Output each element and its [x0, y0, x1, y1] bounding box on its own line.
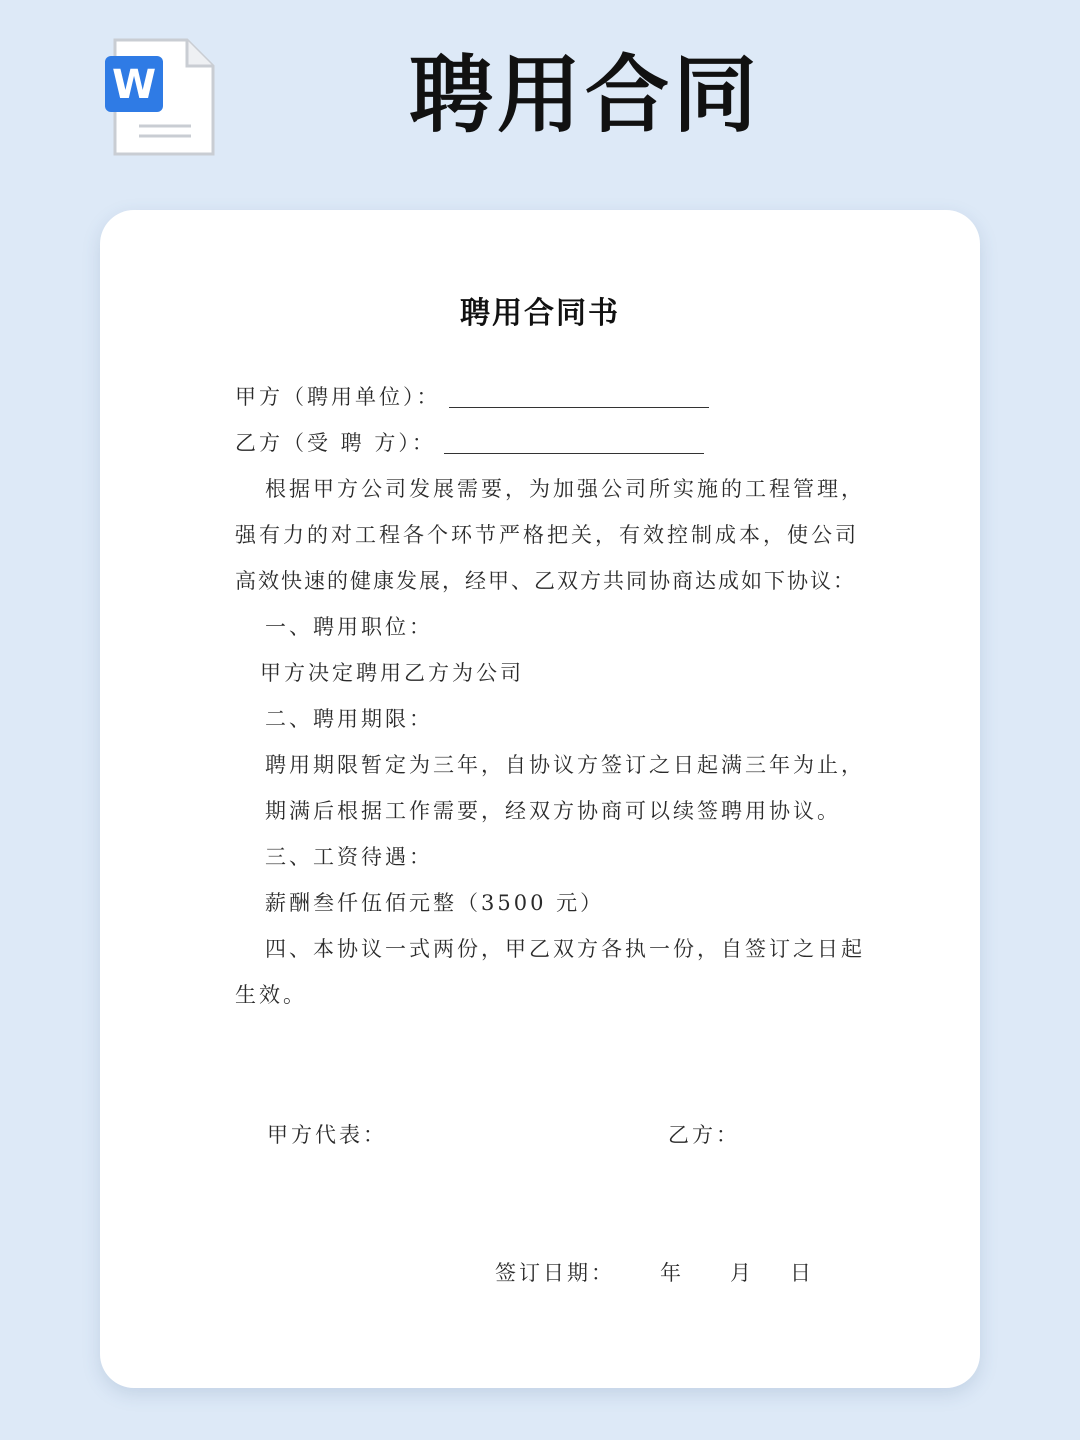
- party-a-blank-line: [449, 385, 709, 408]
- sign-date-label: 签订日期：: [495, 1261, 615, 1285]
- word-icon-letter: W: [111, 62, 157, 108]
- document-paper: [100, 210, 980, 1388]
- section-2-line-2: 期满后根据工作需要，经双方协商可以续签聘用协议。: [265, 799, 841, 823]
- section-3-title: 三、工资待遇：: [265, 845, 433, 869]
- sign-date-month: 月: [730, 1261, 754, 1285]
- party-b-row: [235, 428, 704, 458]
- intro-line-1: 根据甲方公司发展需要，为加强公司所实施的工程管理，: [265, 477, 865, 501]
- intro-line-3: 高效快速的健康发展，经甲、乙双方共同协商达成如下协议：: [235, 569, 856, 593]
- party-b-blank-line: [444, 431, 704, 454]
- sign-date-day: 日: [790, 1261, 814, 1285]
- signature-party-a: 甲方代表：: [267, 1123, 387, 1147]
- party-a-label: 甲方（聘用单位）：: [235, 385, 441, 409]
- section-1-title: 一、聘用职位：: [265, 615, 433, 639]
- intro-line-2: 强有力的对工程各个环节严格把关，有效控制成本，使公司: [235, 523, 859, 547]
- section-3-text: 薪酬叁仟伍佰元整（3500 元）: [265, 891, 605, 915]
- party-a-row: [235, 382, 709, 412]
- party-b-label: 乙方（受 聘 方）：: [235, 431, 436, 455]
- banner-title: 聘用合同: [408, 46, 761, 144]
- section-2-line-1: 聘用期限暂定为三年，自协议方签订之日起满三年为止，: [265, 753, 865, 777]
- signature-party-b: 乙方：: [668, 1123, 740, 1147]
- document-title: 聘用合同书: [460, 296, 620, 331]
- section-4-line-1: 四、本协议一式两份，甲乙双方各执一份，自签订之日起: [265, 937, 865, 961]
- section-2-title: 二、聘用期限：: [265, 707, 433, 731]
- word-document-icon: [105, 38, 217, 158]
- sign-date-year: 年: [660, 1261, 684, 1285]
- section-4-line-2: 生效。: [235, 983, 307, 1007]
- section-1-text: 甲方决定聘用乙方为公司: [260, 661, 524, 685]
